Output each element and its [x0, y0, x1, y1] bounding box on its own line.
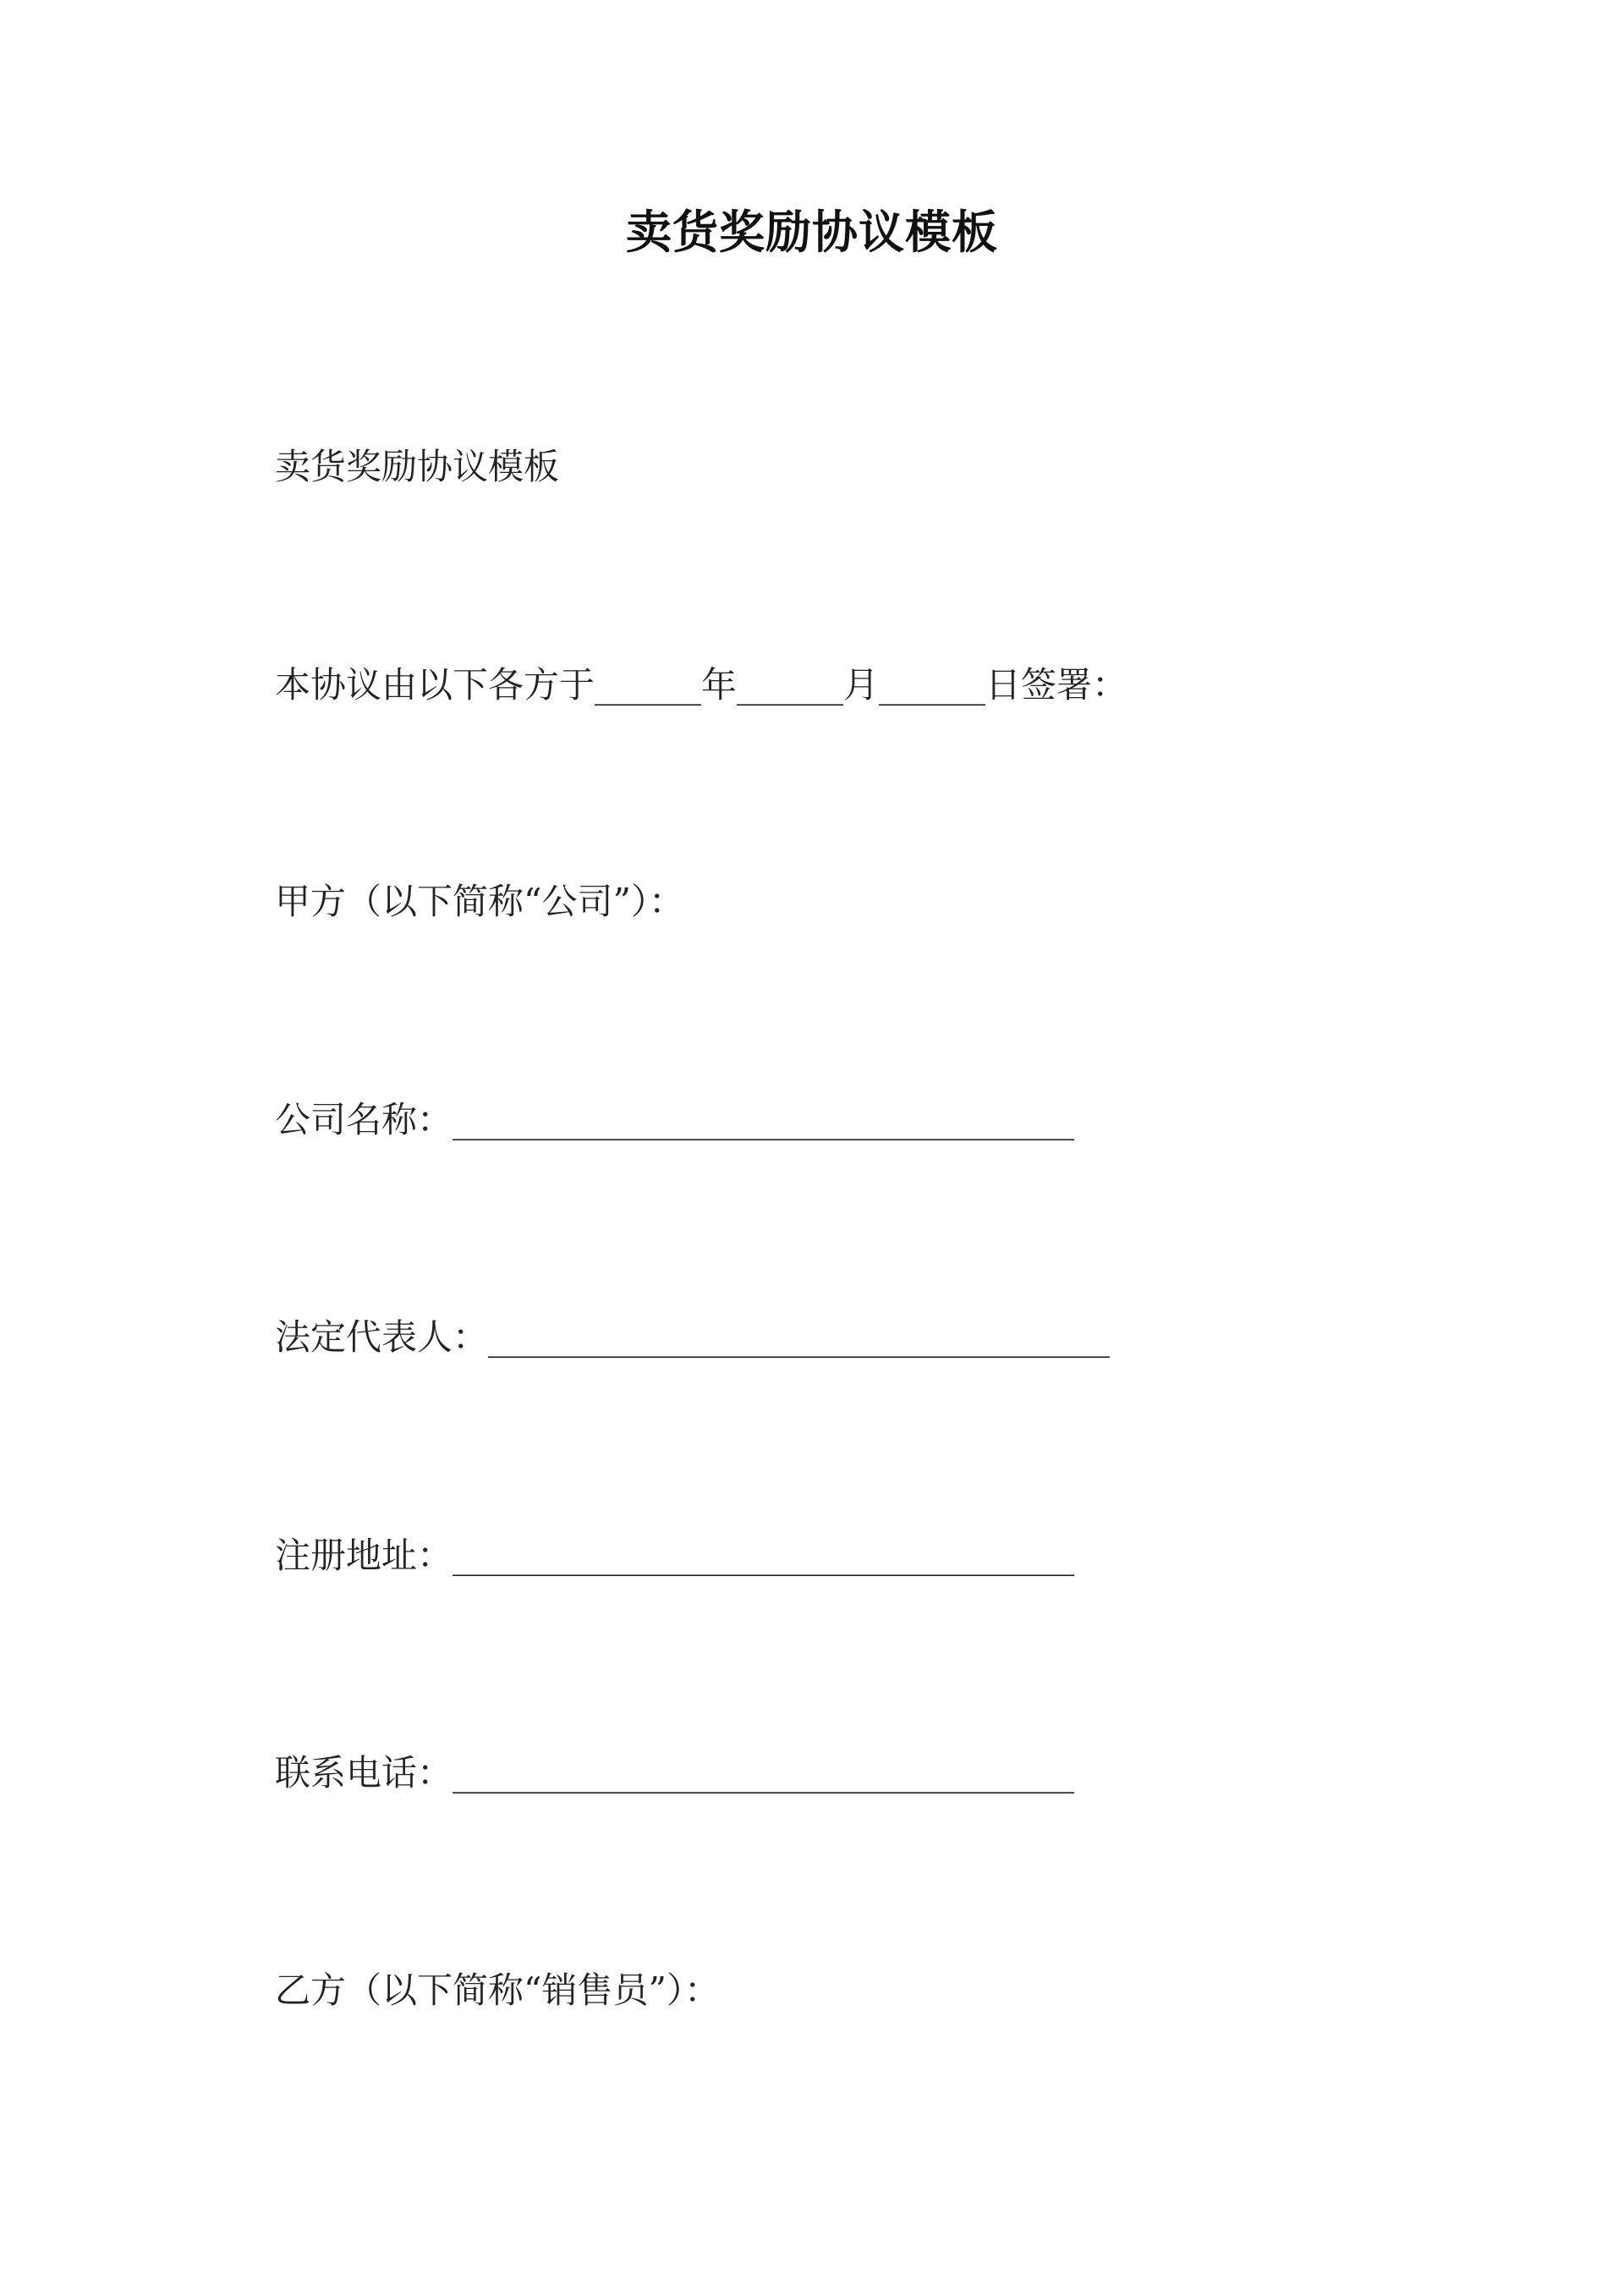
registered-address-field: 注册地址：___________________________________ — [275, 1535, 1075, 1576]
signing-date-line: 本协议由以下各方于______年______月______日签署： — [275, 664, 1128, 706]
legal-representative-field: 法定代表人：___________________________________ — [275, 1316, 1111, 1358]
contact-phone-field: 联系电话：___________________________________ — [275, 1752, 1075, 1793]
company-name-field: 公司名称：___________________________________ — [275, 1099, 1075, 1140]
document-title: 卖货奖励协议模板 — [626, 205, 998, 259]
party-a-heading: 甲方（以下简称“公司”）： — [275, 881, 684, 922]
subtitle-line: 卖货奖励协议模板 — [275, 446, 560, 487]
party-b-heading: 乙方（以下简称“销售员”）： — [275, 1969, 720, 2011]
